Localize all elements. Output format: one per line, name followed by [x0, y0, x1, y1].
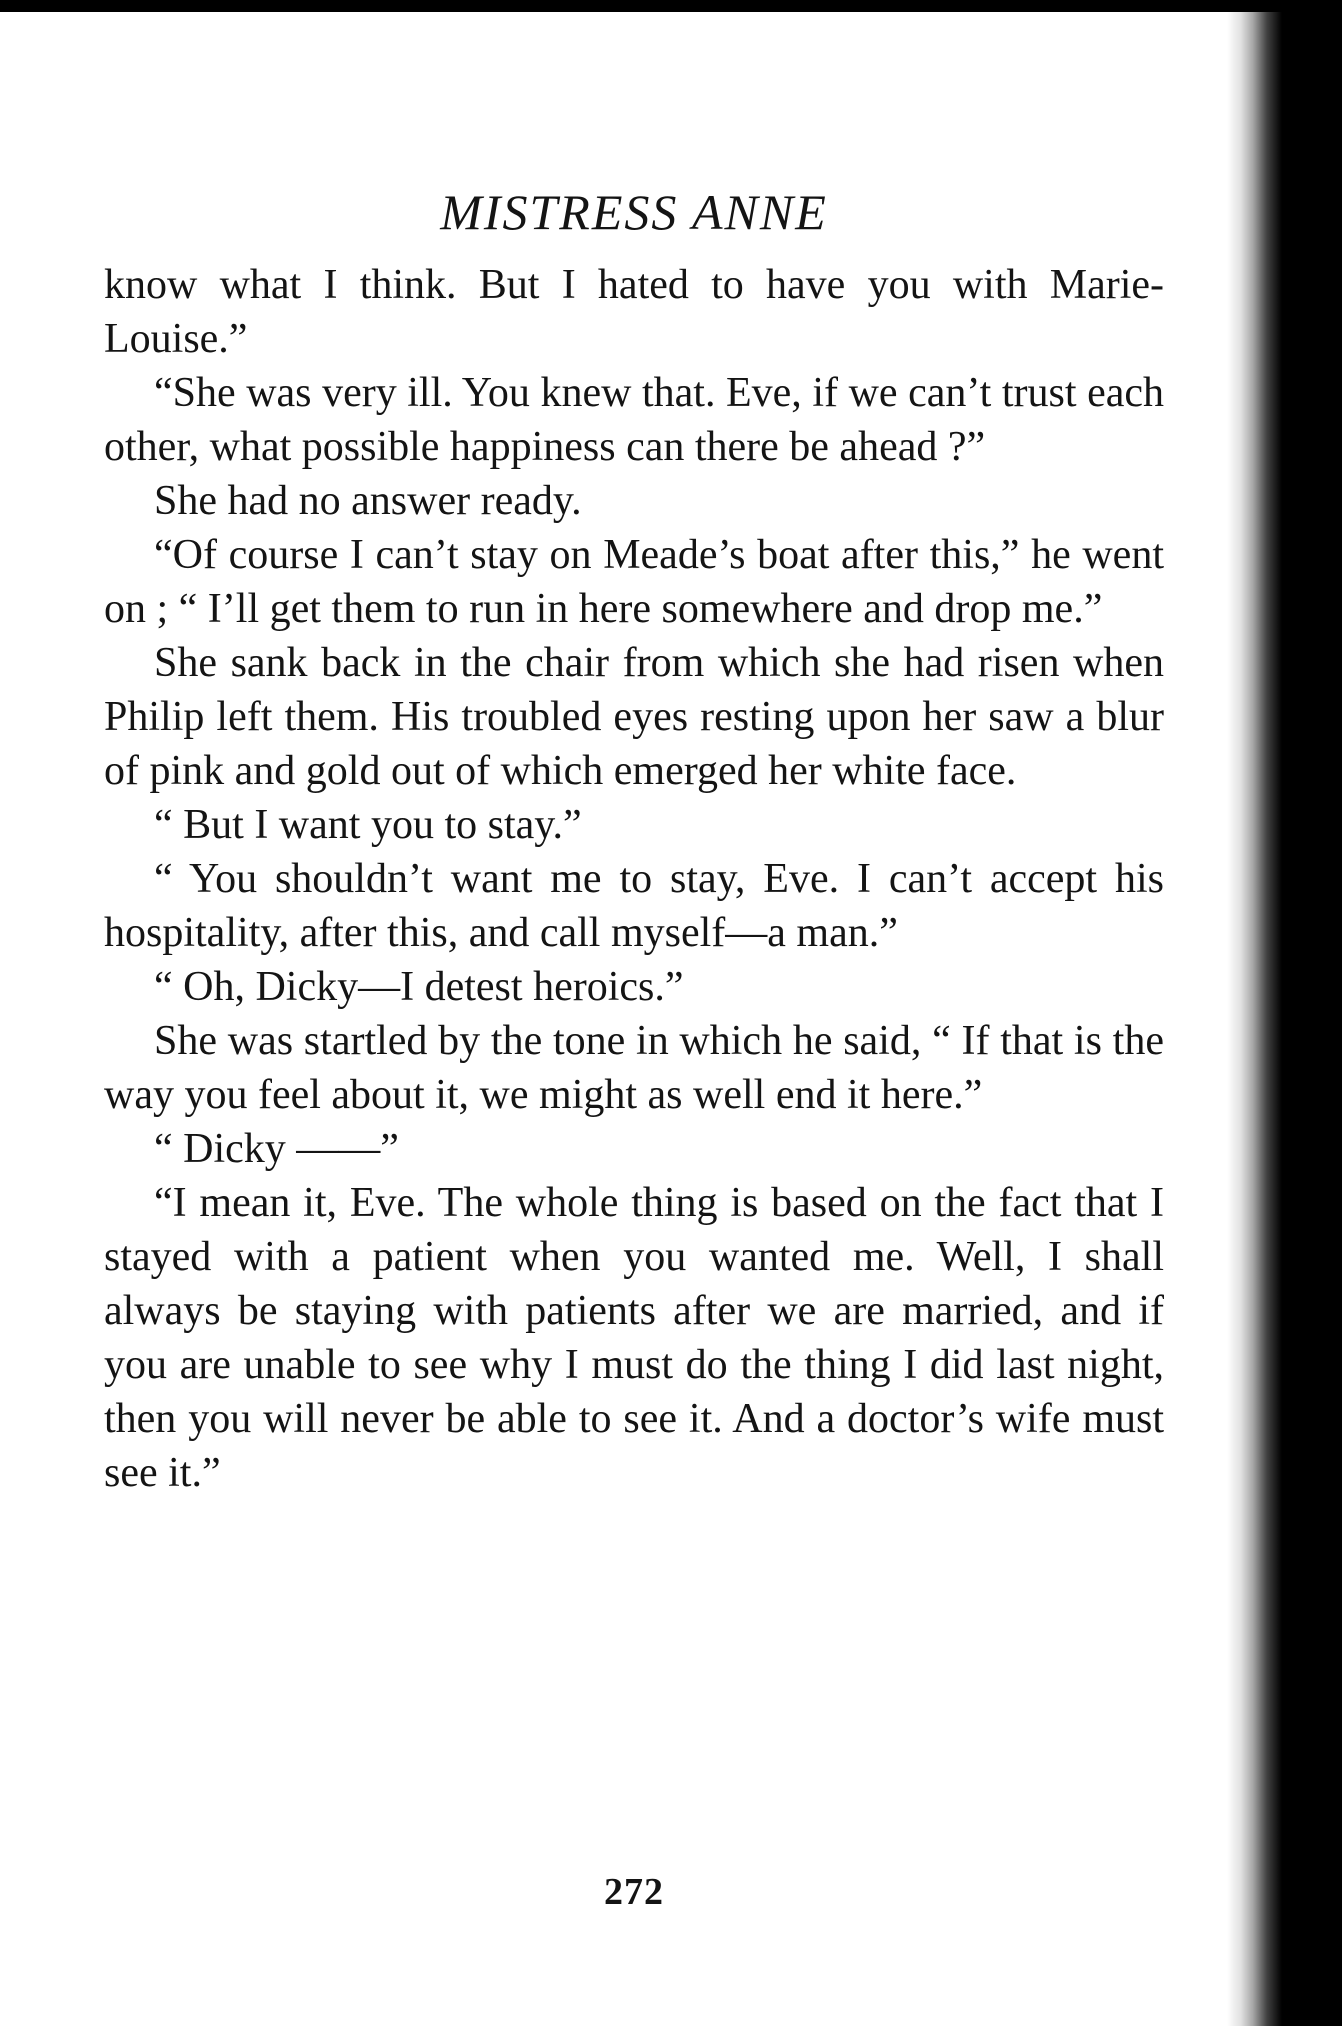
paragraph: She sank back in the chair from which she had risen when Philip left them. His troubled eyes resting upon her saw a blur of pink and gold out of which emerged her white face.	[104, 640, 1164, 794]
paragraph: “ Dicky ——”	[154, 1126, 399, 1172]
paragraph-continuation: know what I think. But I hated to have you with Marie-Louise.”	[104, 262, 1164, 362]
paragraph: “ You shouldn’t want me to stay, Eve. I can’t accept his hospitality, after this, and call myself—a man.”	[104, 856, 1164, 956]
book-spine-shadow	[1227, 0, 1342, 2026]
paragraph: “She was very ill. You knew that. Eve, if we can’t trust each other, what possible happiness can there be ahead ?”	[104, 370, 1164, 470]
page-top-edge	[0, 0, 1342, 12]
body-text	[104, 258, 1164, 1500]
paragraph: “Of course I can’t stay on Meade’s boat after this,” he went on ; “ I’ll get them to run in here somewhere and drop me.”	[104, 532, 1164, 632]
paragraph: She had no answer ready.	[154, 478, 582, 524]
page-number: 272	[604, 1871, 664, 1913]
paragraph: She was startled by the tone in which he said, “ If that is the way you feel about it, we might as well end it here.”	[104, 1018, 1164, 1118]
paragraph: “I mean it, Eve. The whole thing is based on the fact that I stayed with a patient when you wanted me. Well, I shall always be staying with patients after we are married, and if you are unable to see why I must do the thing I did last night, then you will never be able to see it. And a doctor’s wife must see it.”	[104, 1180, 1164, 1496]
paragraph: “ But I want you to stay.”	[154, 802, 582, 848]
running-head: MISTRESS ANNE	[440, 184, 828, 240]
book-page	[104, 180, 1164, 1500]
paragraph: “ Oh, Dicky—I detest heroics.”	[154, 964, 684, 1010]
